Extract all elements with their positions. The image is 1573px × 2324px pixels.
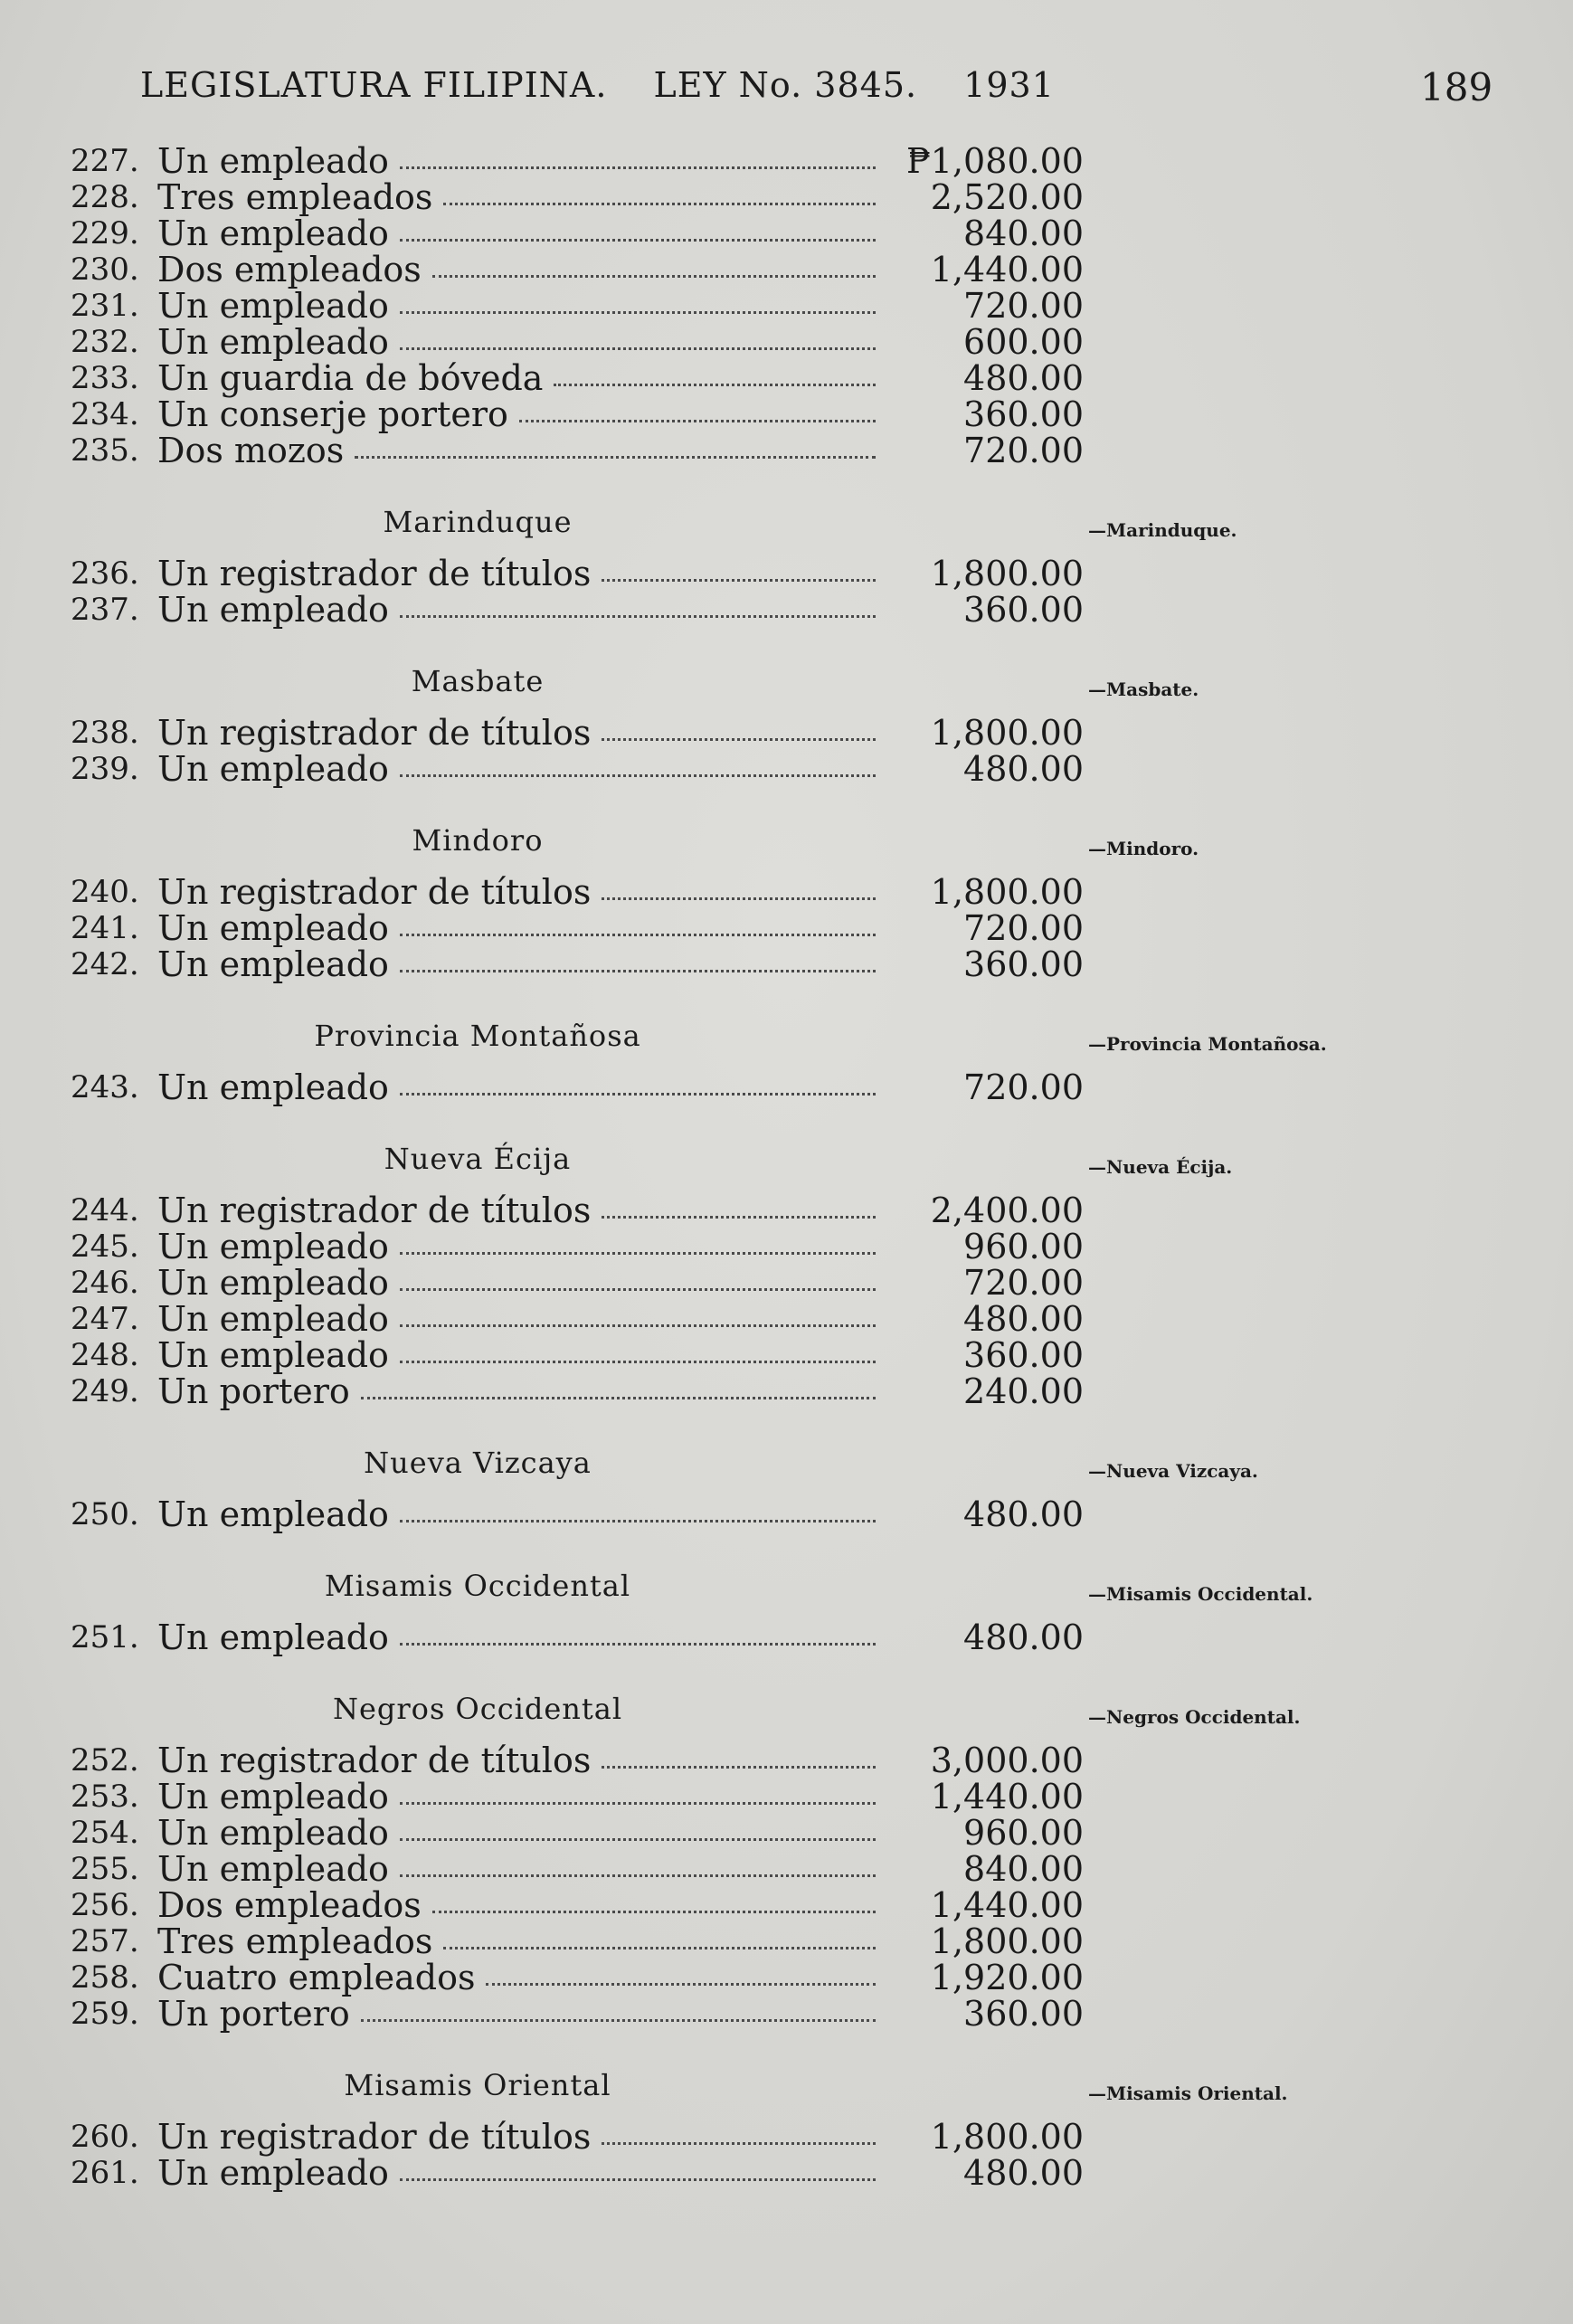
- margin-note: —Mindoro.: [1088, 838, 1199, 859]
- item-number: 250.: [71, 1496, 139, 1532]
- item-number: 260.: [71, 2119, 139, 2155]
- item-number: 233.: [71, 360, 139, 396]
- province-section: [71, 2052, 1288, 2193]
- list-item: [71, 143, 1084, 179]
- item-description: Un guardia de bóveda: [157, 358, 544, 398]
- item-description: Un conserje portero: [157, 394, 508, 434]
- item-number: 254.: [71, 1815, 139, 1851]
- province-section: [71, 489, 1237, 630]
- item-amount: 960.00: [963, 1813, 1084, 1853]
- item-amount: 1,800.00: [930, 872, 1084, 912]
- appropriation-list: [71, 141, 1327, 2193]
- item-description: Un empleado: [157, 1067, 389, 1107]
- list-item: [71, 251, 1084, 288]
- list-item: [71, 324, 1084, 360]
- item-number: 235.: [71, 432, 139, 469]
- list-item: [71, 592, 1084, 628]
- margin-note: —Nueva Vizcaya.: [1088, 1460, 1258, 1482]
- item-amount: 360.00: [963, 1994, 1084, 2034]
- section-heading: Negros Occidental: [332, 1692, 623, 1726]
- item-number: 261.: [71, 2155, 139, 2191]
- item-description: Tres empleados: [157, 177, 433, 217]
- list-item: [71, 751, 1084, 787]
- item-description: Un empleado: [157, 2153, 389, 2193]
- item-amount: 2,400.00: [930, 1190, 1084, 1230]
- list-item: [71, 1779, 1084, 1815]
- list-item: [71, 1887, 1084, 1923]
- item-amount: 480.00: [963, 2153, 1084, 2193]
- list-item: [71, 1373, 1084, 1409]
- margin-note: —Provincia Montañosa.: [1088, 1033, 1327, 1055]
- list-item: [71, 179, 1084, 215]
- list-item: [71, 1337, 1084, 1373]
- item-number: 242.: [71, 946, 139, 982]
- section-heading: Marinduque: [383, 505, 573, 539]
- item-description: Un empleado: [157, 1849, 389, 1889]
- item-description: Un empleado: [157, 141, 389, 181]
- list-item: [71, 2155, 1084, 2191]
- margin-note: —Negros Occidental.: [1088, 1706, 1301, 1728]
- item-amount: 480.00: [963, 1494, 1084, 1534]
- item-description: Un empleado: [157, 1777, 389, 1817]
- item-number: 247.: [71, 1301, 139, 1337]
- item-number: 253.: [71, 1779, 139, 1815]
- item-number: 234.: [71, 396, 139, 432]
- item-number: 229.: [71, 215, 139, 251]
- item-number: 236.: [71, 555, 139, 592]
- item-amount: 720.00: [963, 908, 1084, 948]
- item-amount: 1,920.00: [930, 1958, 1084, 1997]
- section-heading: Misamis Oriental: [344, 2068, 611, 2102]
- section-heading: Nueva Vizcaya: [364, 1446, 592, 1480]
- list-item: [71, 910, 1084, 946]
- item-amount: 600.00: [963, 322, 1084, 362]
- item-amount: 1,800.00: [930, 2117, 1084, 2157]
- section-heading: Mindoro: [412, 823, 544, 858]
- item-description: Un empleado: [157, 1263, 389, 1303]
- list-item: [71, 396, 1084, 432]
- item-number: 249.: [71, 1373, 139, 1409]
- item-description: Dos mozos: [157, 431, 345, 470]
- item-description: Un registrador de títulos: [157, 713, 592, 753]
- province-section: [71, 1002, 1327, 1107]
- item-amount: 720.00: [963, 1067, 1084, 1107]
- item-description: Cuatro empleados: [157, 1958, 476, 1997]
- item-number: 243.: [71, 1069, 139, 1105]
- province-section: [71, 807, 1199, 984]
- item-number: 245.: [71, 1228, 139, 1265]
- list-item: [71, 1192, 1084, 1228]
- margin-note: —Masbate.: [1088, 678, 1199, 700]
- running-head: [140, 65, 1055, 105]
- list-item: [71, 1228, 1084, 1265]
- list-item: [71, 946, 1084, 982]
- item-amount: 1,440.00: [930, 1777, 1084, 1817]
- item-number: 239.: [71, 751, 139, 787]
- list-item: [71, 288, 1084, 324]
- item-description: Un empleado: [157, 213, 389, 253]
- item-description: Un registrador de títulos: [157, 872, 592, 912]
- item-number: 227.: [71, 143, 139, 179]
- list-item: [71, 874, 1084, 910]
- item-number: 259.: [71, 1996, 139, 2032]
- item-number: 230.: [71, 251, 139, 288]
- item-number: 231.: [71, 288, 139, 324]
- item-description: Un empleado: [157, 1227, 389, 1266]
- legislature-title: LEGISLATURA FILIPINA.: [140, 65, 608, 105]
- item-description: Un empleado: [157, 1299, 389, 1339]
- province-section: [71, 1429, 1258, 1534]
- item-number: 228.: [71, 179, 139, 215]
- item-description: Un empleado: [157, 590, 389, 630]
- item-amount: 840.00: [963, 213, 1084, 253]
- province-section: [71, 1125, 1233, 1411]
- item-description: Un registrador de títulos: [157, 1190, 592, 1230]
- item-description: Un empleado: [157, 1494, 389, 1534]
- item-amount: 960.00: [963, 1227, 1084, 1266]
- item-description: Un portero: [157, 1994, 350, 2034]
- item-description: Un empleado: [157, 749, 389, 789]
- item-amount: 720.00: [963, 431, 1084, 470]
- list-item: [71, 215, 1084, 251]
- item-amount: 2,520.00: [930, 177, 1084, 217]
- item-amount: 1,800.00: [930, 1921, 1084, 1961]
- item-amount: 360.00: [963, 1335, 1084, 1375]
- province-section: [71, 1675, 1301, 2034]
- margin-note: —Marinduque.: [1088, 519, 1237, 541]
- item-description: Un empleado: [157, 322, 389, 362]
- item-number: 237.: [71, 592, 139, 628]
- list-item: [71, 555, 1084, 592]
- province-section: [71, 648, 1199, 789]
- item-number: 244.: [71, 1192, 139, 1228]
- law-year: 1931: [963, 65, 1055, 105]
- item-amount: ₱1,080.00: [905, 141, 1084, 181]
- list-item: [71, 1619, 1084, 1655]
- item-amount: 480.00: [963, 1299, 1084, 1339]
- list-item: [71, 360, 1084, 396]
- list-item: [71, 1069, 1084, 1105]
- margin-note: —Nueva Écija.: [1088, 1156, 1233, 1178]
- section-heading: Masbate: [411, 664, 545, 698]
- list-item: [71, 432, 1084, 469]
- section-heading: Provincia Montañosa: [314, 1019, 641, 1053]
- item-amount: 1,440.00: [930, 1885, 1084, 1925]
- margin-note: —Misamis Occidental.: [1088, 1583, 1313, 1605]
- item-amount: 360.00: [963, 590, 1084, 630]
- item-description: Dos empleados: [157, 250, 422, 289]
- item-description: Dos empleados: [157, 1885, 422, 1925]
- item-number: 232.: [71, 324, 139, 360]
- list-item: [71, 1496, 1084, 1532]
- page-number: 189: [1420, 65, 1493, 109]
- item-description: Un empleado: [157, 908, 389, 948]
- item-amount: 840.00: [963, 1849, 1084, 1889]
- item-amount: 1,440.00: [930, 250, 1084, 289]
- item-number: 246.: [71, 1265, 139, 1301]
- item-description: Un registrador de títulos: [157, 1741, 592, 1780]
- item-number: 252.: [71, 1742, 139, 1779]
- item-amount: 480.00: [963, 358, 1084, 398]
- item-description: Un portero: [157, 1371, 350, 1411]
- law-number: LEY No. 3845.: [653, 65, 918, 105]
- item-description: Un empleado: [157, 286, 389, 326]
- item-number: 240.: [71, 874, 139, 910]
- item-description: Un empleado: [157, 1813, 389, 1853]
- item-number: 256.: [71, 1887, 139, 1923]
- item-amount: 360.00: [963, 394, 1084, 434]
- item-number: 258.: [71, 1959, 139, 1996]
- item-amount: 1,800.00: [930, 554, 1084, 593]
- item-description: Un registrador de títulos: [157, 554, 592, 593]
- item-description: Un empleado: [157, 1617, 389, 1657]
- item-description: Un empleado: [157, 1335, 389, 1375]
- item-amount: 1,800.00: [930, 713, 1084, 753]
- item-number: 251.: [71, 1619, 139, 1655]
- list-item: [71, 1923, 1084, 1959]
- item-number: 241.: [71, 910, 139, 946]
- item-number: 255.: [71, 1851, 139, 1887]
- section-heading: Misamis Occidental: [324, 1569, 631, 1603]
- margin-note: —Misamis Oriental.: [1088, 2082, 1288, 2104]
- item-amount: 360.00: [963, 944, 1084, 984]
- item-description: Tres empleados: [157, 1921, 433, 1961]
- list-item: [71, 1996, 1084, 2032]
- list-item: [71, 1742, 1084, 1779]
- item-description: Un empleado: [157, 944, 389, 984]
- list-item: [71, 2119, 1084, 2155]
- item-number: 257.: [71, 1923, 139, 1959]
- item-amount: 720.00: [963, 1263, 1084, 1303]
- list-item: [71, 1851, 1084, 1887]
- item-amount: 240.00: [963, 1371, 1084, 1411]
- item-amount: 480.00: [963, 749, 1084, 789]
- list-item: [71, 1959, 1084, 1996]
- section-heading: Nueva Écija: [384, 1142, 572, 1176]
- item-description: Un registrador de títulos: [157, 2117, 592, 2157]
- item-amount: 720.00: [963, 286, 1084, 326]
- list-item: [71, 1301, 1084, 1337]
- item-amount: 480.00: [963, 1617, 1084, 1657]
- list-item: [71, 1815, 1084, 1851]
- item-number: 238.: [71, 715, 139, 751]
- list-item: [71, 1265, 1084, 1301]
- province-section: [71, 1552, 1313, 1657]
- item-number: 248.: [71, 1337, 139, 1373]
- list-item: [71, 715, 1084, 751]
- item-amount: 3,000.00: [930, 1741, 1084, 1780]
